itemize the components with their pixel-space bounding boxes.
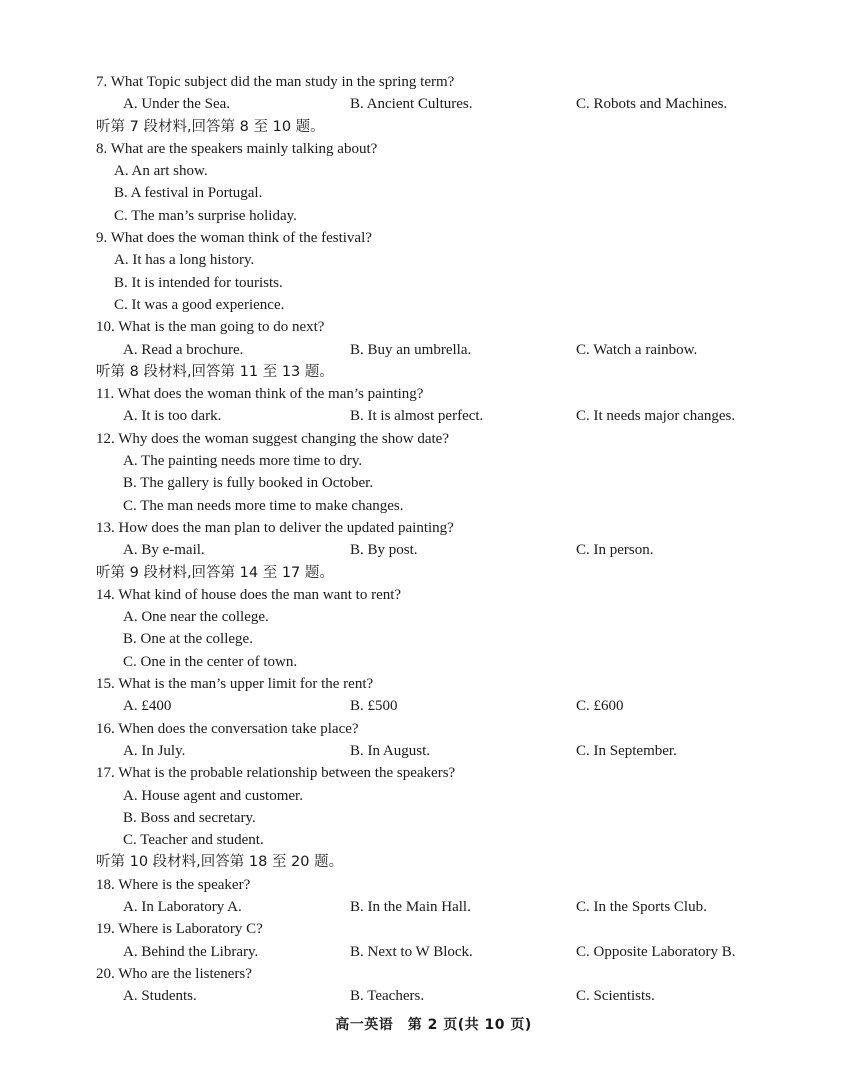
question-20: 20. Who are the listeners?: [96, 965, 252, 982]
question-18: 18. Where is the speaker?: [96, 876, 251, 893]
option-b: B. Buy an umbrella.: [350, 341, 472, 358]
question-9: 9. What does the woman think of the festival?: [96, 230, 372, 247]
option-c: C. The man needs more time to make changes.: [123, 497, 404, 514]
section-heading-18-20: 听第 10 段材料,回答第 18 至 20 题。: [96, 854, 344, 871]
question-16: 16. When does the conversation take place?: [96, 720, 359, 737]
question-11: 11. What does the woman think of the man’s painting?: [96, 386, 424, 403]
section-heading-14-17: 听第 9 段材料,回答第 14 至 17 题。: [96, 564, 334, 581]
question-13: 13. How does the man plan to deliver the updated painting?: [96, 519, 454, 536]
option-a: A. House agent and customer.: [123, 787, 303, 804]
option-a: A. One near the college.: [123, 609, 269, 626]
option-a: A. £400: [123, 698, 172, 715]
option-b: B. One at the college.: [123, 631, 253, 648]
option-a: A. It has a long history.: [114, 252, 255, 269]
option-a: A. In July.: [123, 742, 186, 759]
question-10: 10. What is the man going to do next?: [96, 319, 325, 336]
question-16-options: [96, 740, 796, 762]
option-c: C. In September.: [576, 742, 677, 759]
question-18-options: [96, 896, 796, 918]
option-b: B. In the Main Hall.: [350, 898, 471, 915]
question-15: 15. What is the man’s upper limit for the rent?: [96, 676, 374, 693]
option-b: B. £500: [350, 698, 398, 715]
section-heading-8-10: 听第 7 段材料,回答第 8 至 10 题。: [96, 118, 325, 135]
option-b: B. The gallery is fully booked in October.: [123, 475, 374, 492]
option-c: C. £600: [576, 698, 624, 715]
option-c: C. It needs major changes.: [576, 408, 736, 425]
question-19-options: [96, 941, 796, 963]
option-a: A. Students.: [123, 988, 197, 1005]
section-heading-11-13: 听第 8 段材料,回答第 11 至 13 题。: [96, 363, 334, 380]
option-a: A. Read a brochure.: [123, 341, 244, 358]
option-c: C. Watch a rainbow.: [576, 341, 698, 358]
option-c: C. One in the center of town.: [123, 653, 298, 670]
option-c: C. In person.: [576, 542, 654, 559]
question-7: 7. What Topic subject did the man study in the spring term?: [96, 74, 455, 90]
option-a: A. Behind the Library.: [123, 943, 259, 960]
question-8: 8. What are the speakers mainly talking about?: [96, 140, 378, 157]
option-a: A. An art show.: [114, 163, 208, 180]
option-b: B. It is intended for tourists.: [114, 274, 283, 291]
option-a: A. In Laboratory A.: [123, 898, 242, 915]
option-b: B. Ancient Cultures.: [350, 96, 473, 113]
question-15-options: [96, 695, 796, 717]
option-b: B. By post.: [350, 542, 418, 559]
option-a: A. It is too dark.: [123, 408, 222, 425]
question-19: 19. Where is Laboratory C?: [96, 921, 263, 938]
option-b: B. Next to W Block.: [350, 943, 473, 960]
option-b: B. In August.: [350, 742, 431, 759]
option-c: C. Scientists.: [576, 988, 655, 1005]
question-7-options: [96, 93, 796, 115]
option-b: B. Teachers.: [350, 988, 425, 1005]
question-12: 12. Why does the woman suggest changing the show date?: [96, 430, 449, 447]
question-10-options: [96, 339, 796, 361]
option-c: C. It was a good experience.: [114, 296, 285, 313]
question-list: [96, 71, 796, 1007]
question-20-options: [96, 985, 796, 1007]
option-b: B. A festival in Portugal.: [114, 185, 263, 202]
option-a: A. Under the Sea.: [123, 96, 231, 113]
option-a: A. The painting needs more time to dry.: [123, 453, 363, 470]
option-c: C. Robots and Machines.: [576, 96, 728, 113]
option-c: C. Opposite Laboratory B.: [576, 943, 736, 960]
question-14: 14. What kind of house does the man want to rent?: [96, 586, 402, 603]
option-a: A. By e-mail.: [123, 542, 205, 559]
question-17: 17. What is the probable relationship between the speakers?: [96, 765, 456, 782]
option-b: B. Boss and secretary.: [123, 809, 256, 826]
page-footer: 高一英语 第 2 页(共 10 页): [335, 1017, 532, 1033]
option-c: C. The man’s surprise holiday.: [114, 207, 297, 224]
option-c: C. In the Sports Club.: [576, 898, 707, 915]
question-13-options: [96, 539, 796, 561]
question-11-options: [96, 405, 796, 427]
option-b: B. It is almost perfect.: [350, 408, 484, 425]
option-c: C. Teacher and student.: [123, 832, 264, 849]
